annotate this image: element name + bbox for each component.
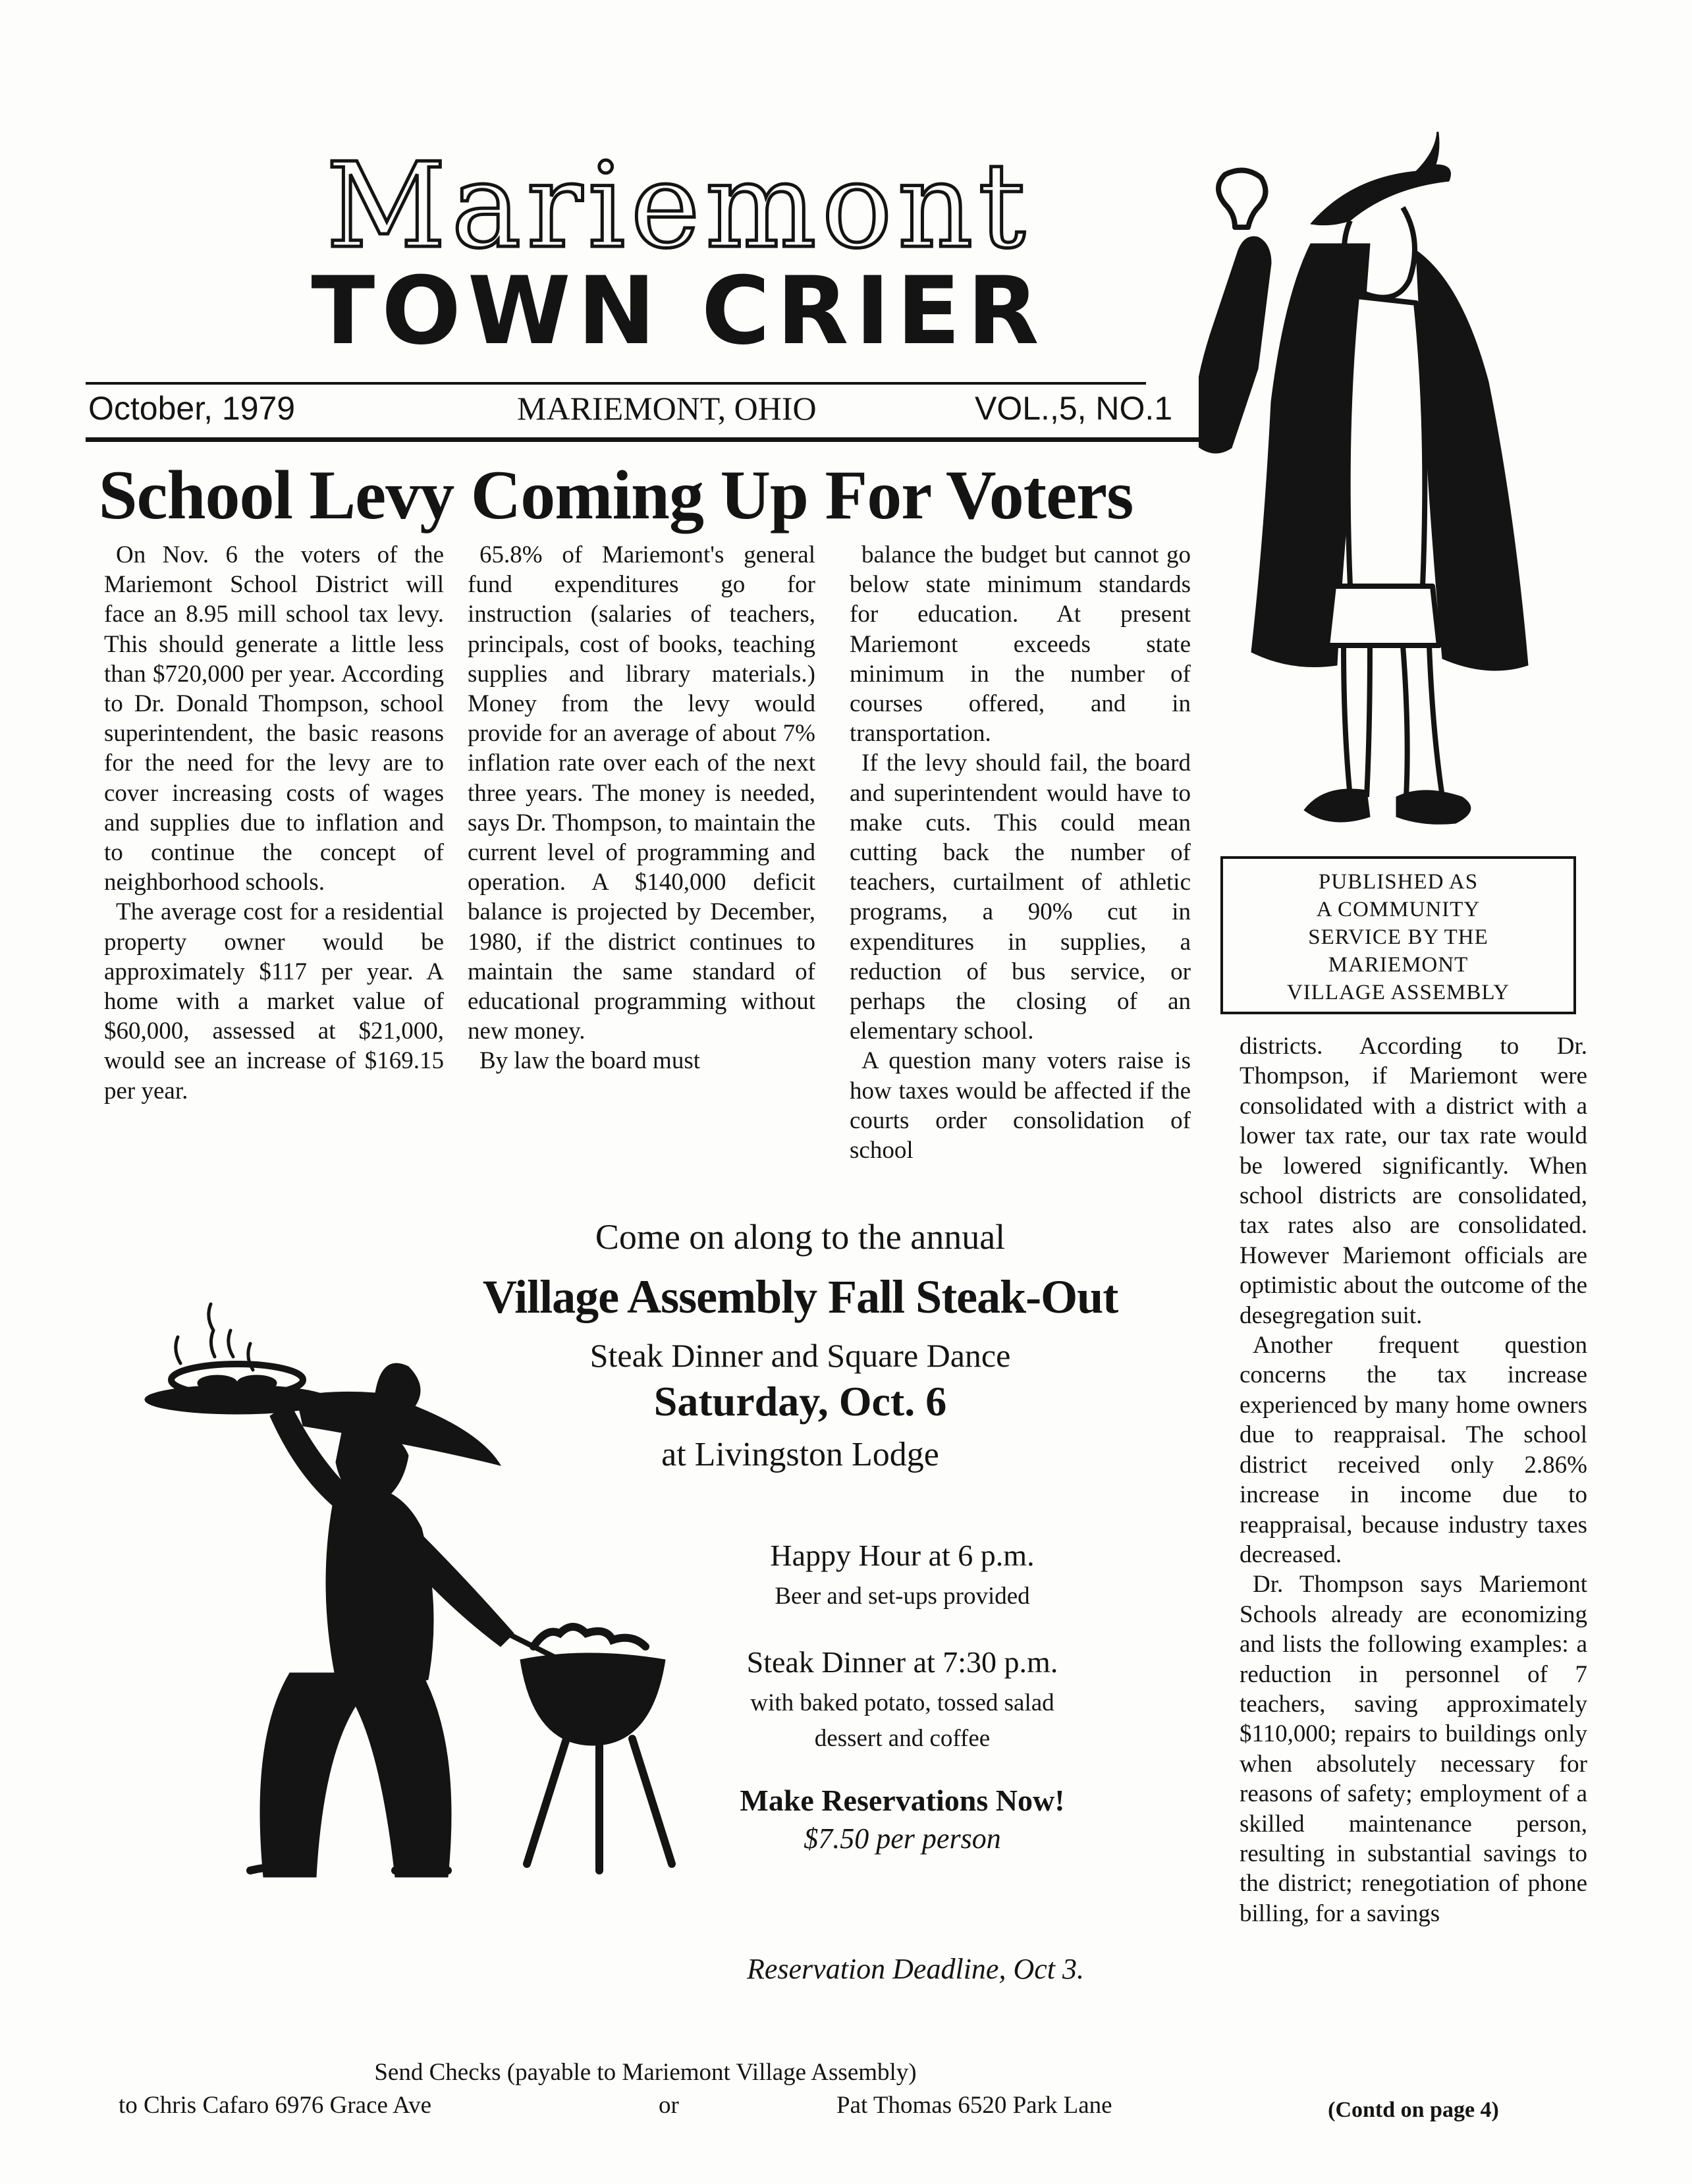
event-location: at Livingston Lodge — [661, 1436, 939, 1473]
article-paragraph: The average cost for a residential property owner would be approximately $117 per year. A home with a market value of $60,000, assessed at $21,000, would see an increase of $169.15 per year. — [104, 898, 444, 1105]
article-paragraph: If the levy should fail, the board and superintendent would have to make cuts. This could mean cutting back the number of teachers, curtailment of athletic programs, a 90% cut in expenditures in supplies, a reduction of bus service, or perhaps the closing of an elementary school. — [850, 750, 1191, 1045]
article-paragraph: On Nov. 6 the voters of the Mariemont School District will face an 8.95 mill school tax levy. This should generate a little less than $720,000 per year. According to Dr. Donald Thompson, school superintendent, the basic reasons for the need for the levy are to cover increasing costs of wages and supplies due to inflation and to continue the concept of neighborhood schools. — [104, 541, 444, 896]
article-paragraph: By law the board must — [479, 1047, 701, 1075]
happy-hour-detail: Beer and set-ups provided — [775, 1583, 1030, 1610]
event-title: Village Assembly Fall Steak-Out — [482, 1270, 1118, 1323]
contact-or: or — [659, 2092, 679, 2119]
send-checks: Send Checks (payable to Mariemont Village Assembly) — [374, 2059, 917, 2086]
article-column-1 — [104, 540, 444, 1106]
masthead-rule-top — [86, 382, 1146, 385]
reservation-deadline: Reservation Deadline, Oct 3. — [747, 1953, 1084, 1985]
issue-volume: VOL.,5, NO.1 — [975, 390, 1173, 427]
article-paragraph: A question many voters raise is how taxes would be affected if the courts order consolidation of school — [850, 1047, 1191, 1164]
event-date: Saturday, Oct. 6 — [653, 1378, 947, 1425]
cowboy-grill-illustration — [138, 1291, 718, 1903]
masthead-title: Mariemont — [326, 138, 1031, 274]
dinner-time: Steak Dinner at 7:30 p.m. — [746, 1645, 1058, 1679]
masthead-rule-bottom — [86, 437, 1218, 442]
published-line: PUBLISHED AS — [1318, 870, 1479, 894]
happy-hour: Happy Hour at 6 p.m. — [770, 1539, 1035, 1572]
contact-2: Pat Thomas 6520 Park Lane — [836, 2092, 1112, 2119]
event-subtitle: Steak Dinner and Square Dance — [589, 1337, 1011, 1374]
price: $7.50 per person — [804, 1822, 1001, 1855]
dinner-detail: dessert and coffee — [814, 1725, 991, 1752]
published-line: VILLAGE ASSEMBLY — [1286, 981, 1510, 1004]
article-paragraph: balance the budget but cannot go below state minimum standards for education. At present Mariemont exceeds state minimum in the number of courses offered, and in transportation. — [850, 541, 1191, 748]
article-paragraph: Dr. Thompson says Mariemont Schools already are economizing and lists the following examples: a reduction in personnel of 7 teachers, saving approximately $110,000; repairs to buildings only when absolutely necessary for reasons of safety; employment of a skilled maintenance person, resulting in substantial savings to the district; renegotiation of phone billing, for a savings — [1240, 1571, 1587, 1927]
town-crier-illustration — [1199, 132, 1594, 856]
article-paragraph: districts. According to Dr. Thompson, if Mariemont were consolidated with a district with a lower tax rate, our tax rate would be lowered significantly. When school districts are consolidated, tax rates also are consolidated. However Mariemont officials are optimistic about the outcome of the desegregation suit. — [1240, 1033, 1587, 1329]
issue-date: October, 1979 — [88, 390, 296, 427]
event-intro: Come on along to the annual — [595, 1217, 1006, 1257]
dinner-detail: with baked potato, tossed salad — [750, 1689, 1054, 1716]
published-line: SERVICE BY THE — [1308, 925, 1488, 949]
article-column-2 — [468, 540, 815, 1076]
article-paragraph: Another frequent question concerns the tax increase experienced by many home owners due to reappraisal. The school district received only 2.86% increase in income due to reappraisal, because industry taxes decreased. — [1240, 1332, 1587, 1568]
masthead-subtitle: TOWN CRIER — [311, 257, 1046, 366]
article-column-3 — [850, 540, 1191, 1165]
reservations-callout: Make Reservations Now! — [740, 1784, 1065, 1817]
continued-note: (Contd on page 4) — [1328, 2098, 1499, 2122]
issue-place: MARIEMONT, OHIO — [517, 390, 817, 427]
article-column-4 — [1240, 1031, 1587, 1928]
contact-1: to Chris Cafaro 6976 Grace Ave — [119, 2092, 432, 2119]
published-box — [1220, 856, 1576, 1014]
published-line: A COMMUNITY — [1316, 898, 1481, 921]
published-line: MARIEMONT — [1328, 953, 1469, 977]
article-paragraph: 65.8% of Mariemont's general fund expenditures go for instruction (salaries of teachers, principals, cost of books, teaching supplies and library materials.) Money from the levy would provide for an average of about 7% inflation rate over each of the next three years. The money is needed, says Dr. Thompson, to maintain the current level of programming and operation. A $140,000 deficit balance is projected by December, 1980, if the district continues to maintain the same standard of educational programming without new money. — [468, 541, 815, 1045]
headline: School Levy Coming Up For Voters — [98, 456, 1133, 533]
